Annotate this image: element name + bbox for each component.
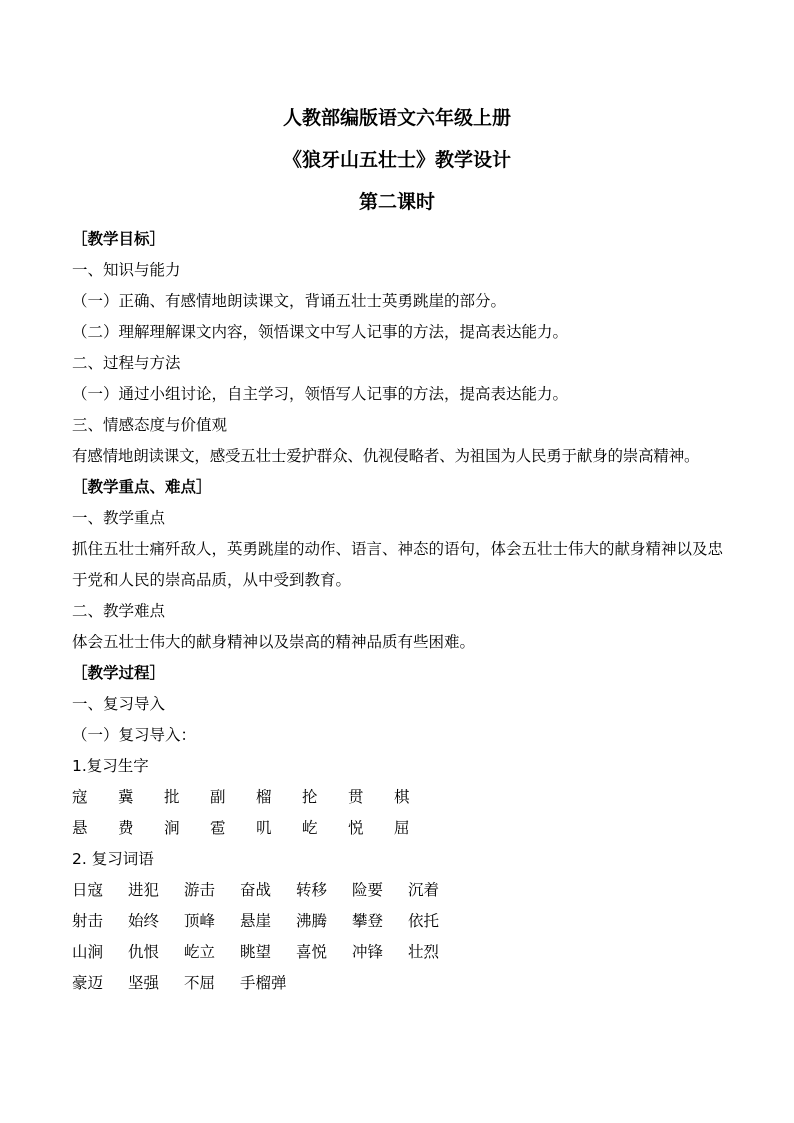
word-item: 不屈: [184, 974, 216, 992]
word-item: 攀登: [352, 912, 384, 930]
word-item: 日寇: [72, 881, 104, 899]
title-lesson: 《狼牙山五壮士》教学设计: [282, 149, 511, 171]
objective-item: （一）正确、有感情地朗读课文，背诵五壮士英勇跳崖的部分。: [72, 292, 507, 310]
objective-item: （一）通过小组讨论，自主学习，领悟写人记事的方法，提高表达能力。: [72, 385, 569, 403]
word-item: 转移: [296, 881, 328, 899]
char-item: 费: [118, 819, 134, 837]
word-item: 沸腾: [296, 912, 328, 930]
subheading-focus: 一、教学重点: [72, 509, 166, 527]
word-item: 悬崖: [240, 912, 272, 930]
focus-text: 抓住五壮士痛歼敌人，英勇跳崖的动作、语言、神态的语句，体会五壮士伟大的献身精神以及忠于党和人民的崇高品质，从中受到教育。: [72, 540, 724, 589]
word-item: 奋战: [240, 881, 272, 899]
char-item: 贯: [348, 788, 364, 806]
substep-heading: （一）复习导入：: [72, 726, 197, 744]
step-heading: 一、复习导入: [72, 695, 166, 713]
word-item: 险要: [352, 881, 384, 899]
word-item: 屹立: [184, 943, 216, 961]
word-item: 仇恨: [128, 943, 160, 961]
words-row: [72, 875, 742, 906]
char-item: 批: [164, 788, 180, 806]
char-item: 屹: [302, 819, 318, 837]
objective-item: （二）理解理解课文内容，领悟课文中写人记事的方法，提高表达能力。: [72, 323, 569, 341]
words-row: [72, 906, 742, 937]
word-item: 豪迈: [72, 974, 104, 992]
section-heading-key-points: ［教学重点、难点］: [72, 478, 212, 496]
char-item: 悬: [72, 819, 88, 837]
subheading-process: 二、过程与方法: [72, 354, 181, 372]
word-item: 依托: [408, 912, 440, 930]
section-heading-procedure: ［教学过程］: [72, 664, 166, 682]
chars-row: [72, 782, 742, 813]
document-body: [72, 224, 742, 999]
subheading-knowledge: 一、知识与能力: [72, 261, 181, 279]
word-item: 山涧: [72, 943, 104, 961]
word-item: 进犯: [128, 881, 160, 899]
char-item: 涧: [164, 819, 180, 837]
word-item: 顶峰: [184, 912, 216, 930]
word-item: 眺望: [240, 943, 272, 961]
char-item: 雹: [210, 819, 226, 837]
words-row: [72, 968, 742, 999]
title-grade: 人教部编版语文六年级上册: [282, 107, 511, 129]
subheading-difficulty: 二、教学难点: [72, 602, 166, 620]
char-item: 屈: [394, 819, 410, 837]
difficulty-text: 体会五壮士伟大的献身精神以及崇高的精神品质有些困难。: [72, 633, 476, 651]
word-item: 喜悦: [296, 943, 328, 961]
subheading-emotion: 三、情感态度与价值观: [72, 416, 228, 434]
char-item: 冀: [118, 788, 134, 806]
word-item: 沉着: [408, 881, 440, 899]
char-item: 叽: [256, 819, 272, 837]
words-row: [72, 937, 742, 968]
char-item: 寇: [72, 788, 88, 806]
char-item: 抡: [302, 788, 318, 806]
word-item: 坚强: [128, 974, 160, 992]
word-item: 射击: [72, 912, 104, 930]
word-item: 始终: [128, 912, 160, 930]
char-item: 棋: [394, 788, 410, 806]
char-item: 副: [210, 788, 226, 806]
chars-row: [72, 813, 742, 844]
char-item: 悦: [348, 819, 364, 837]
section-heading-objectives: ［教学目标］: [72, 230, 166, 248]
words-heading: 2. 复习词语: [72, 850, 154, 868]
word-item: 手榴弹: [240, 974, 287, 992]
word-item: 游击: [184, 881, 216, 899]
title-session: 第二课时: [358, 191, 435, 213]
objective-text: 有感情地朗读课文，感受五壮士爱护群众、仇视侵略者、为祖国为人民勇于献身的崇高精神。: [72, 447, 700, 465]
chars-heading: 1.复习生字: [72, 757, 149, 775]
word-item: 冲锋: [352, 943, 384, 961]
word-item: 壮烈: [408, 943, 440, 961]
char-item: 榴: [256, 788, 272, 806]
